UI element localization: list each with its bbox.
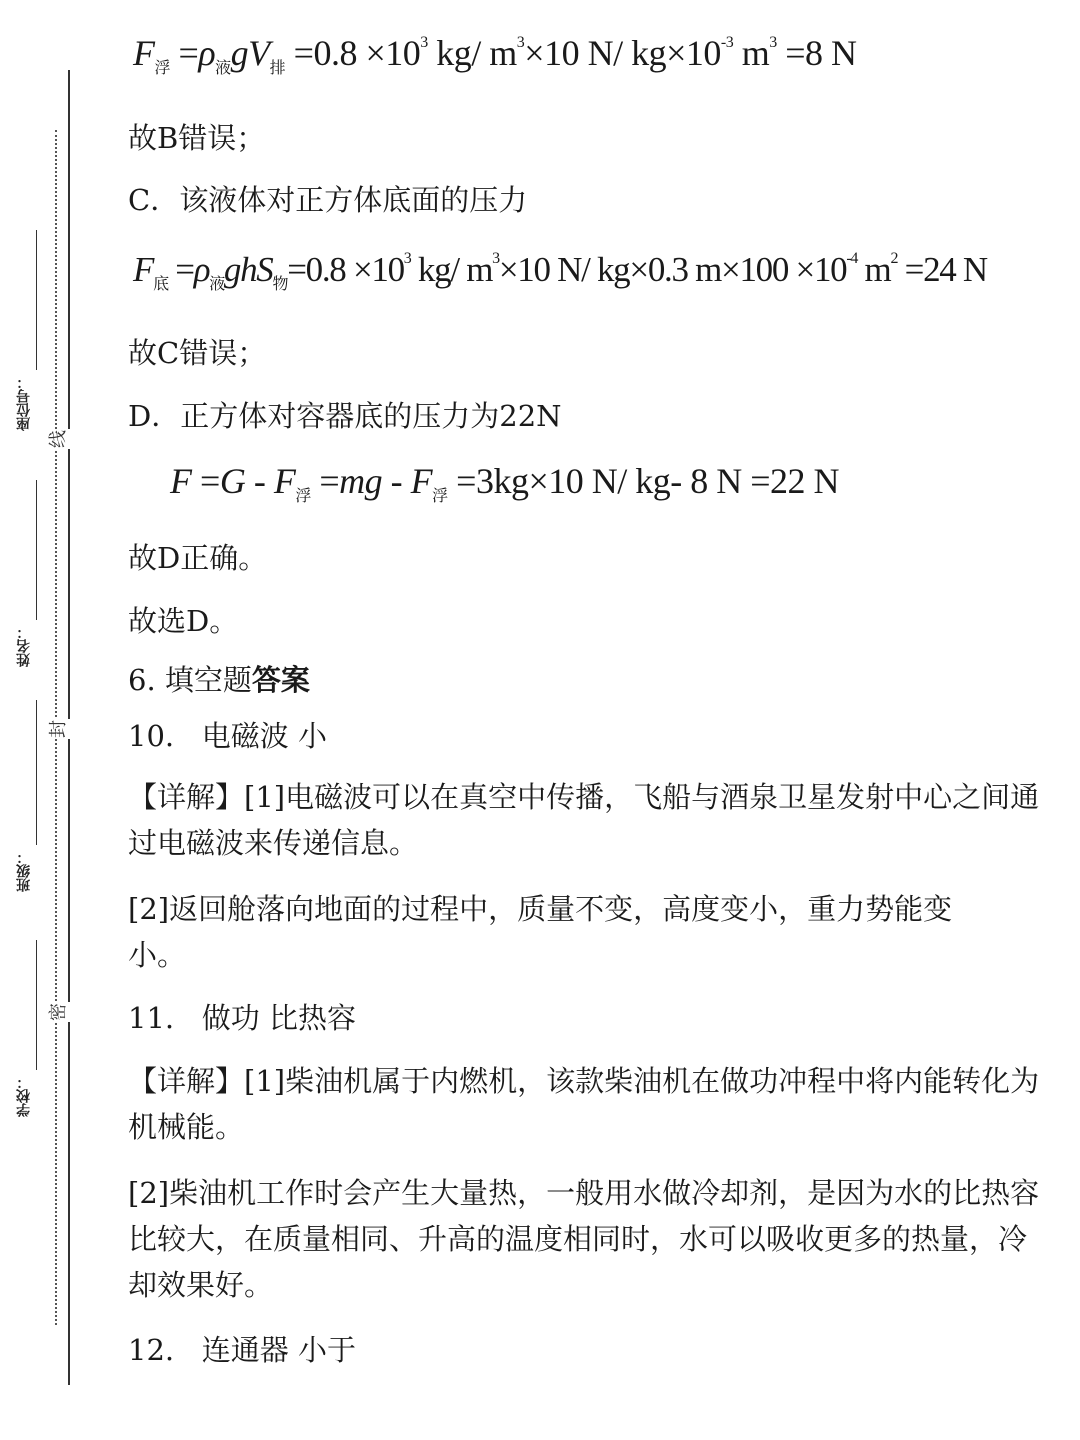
seal-char-secret: 密	[44, 1002, 70, 1022]
seal-char-seal: 封	[44, 719, 70, 739]
formula-buoyancy: $F_浮 =\rho_液gV_排 =0.8 \times 10^3$ kg/ $m^3\times 10$ N/ $kg\times 10^{-3}$ $m^3 =8$ N	[133, 33, 857, 77]
c-conclusion: 故C错误；	[128, 336, 267, 370]
final-choice: 故选D。	[128, 604, 239, 638]
formula-bottom-pressure: $F_底 =\rho_液ghS_物=0.8 \times 10^3$ kg/ $m^3\times 10$ N/ kg×0.3 $m\times 100 \times 10^{-4}$ $m^2 =24$ N	[133, 250, 987, 293]
section-title: 6. 填空题	[128, 663, 252, 697]
q11-explanation-1: 【详解】[1]柴油机属于内燃机，该款柴油机在做功冲程中将内能转化为机械能。	[128, 1064, 1040, 1144]
q11-explanation-2: [2]柴油机工作时会产生大量热，一般用水做冷却剂，是因为水的比热容比较大，在质量相同、升高的温度相同时，水可以吸收更多的热量，冷却效果好。	[128, 1176, 1040, 1302]
q11-answer: 11. 做功 比热容	[128, 1001, 356, 1035]
seal-char-line: 线	[44, 429, 70, 449]
section-heading	[128, 660, 310, 700]
class-label: 班级：	[16, 850, 32, 892]
d-heading: D．正方体对容器底的压力为22N	[128, 399, 562, 433]
b-conclusion: 故B错误；	[128, 121, 266, 155]
q10-explanation-2: [2]返回舱落向地面的过程中，质量不变，高度变小，重力势能变小。	[128, 892, 953, 972]
q12-answer: 12. 连通器 小于	[128, 1333, 356, 1367]
margin-underline	[36, 700, 37, 845]
seat-number-label: 座位号：	[16, 375, 32, 431]
q10-answer: 10. 电磁波 小	[128, 719, 327, 753]
school-label: 学校：	[16, 1075, 32, 1117]
c-heading: C．该液体对正方体底面的压力	[128, 183, 528, 217]
margin-underline	[36, 230, 37, 370]
margin-underline	[36, 480, 37, 620]
name-label: 姓名：	[16, 625, 32, 667]
section-answer-label: 答案	[251, 663, 310, 697]
q10-explanation-1: 【详解】[1]电磁波可以在真空中传播，飞船与酒泉卫星发射中心之间通过电磁波来传递信息。	[128, 780, 1040, 860]
margin-underline	[36, 940, 37, 1070]
formula-net-force: $F =G - F_浮 =mg - F_浮 =3kg\times 10$ N/ kg- 8 N =22 N	[170, 461, 840, 505]
d-conclusion: 故D正确。	[128, 541, 268, 575]
